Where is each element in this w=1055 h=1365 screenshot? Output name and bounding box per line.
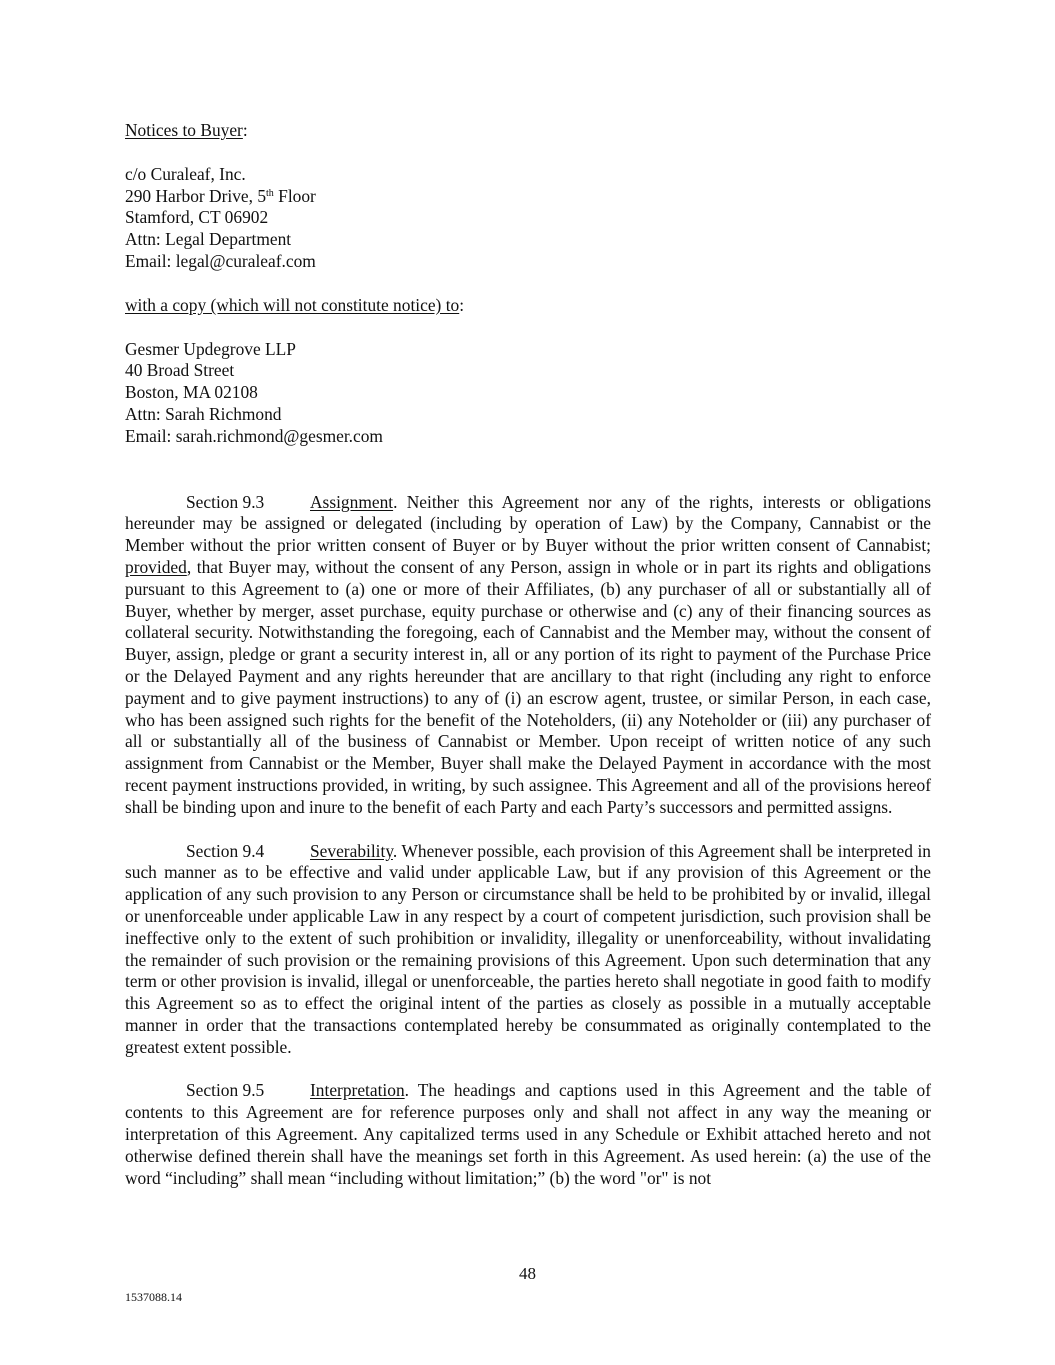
copy-address-line-2: Boston, MA 02108 (125, 382, 258, 403)
buyer-notice-block (125, 120, 931, 273)
copy-notice-heading-line (125, 295, 931, 317)
copy-notice-heading: with a copy (which will not constitute notice) to (125, 294, 460, 315)
buyer-notice-heading: Notices to Buyer (125, 120, 243, 140)
copy-notice-block (125, 295, 931, 448)
page-number: 48 (519, 1264, 536, 1283)
copy-attn-line: Attn: Sarah Richmond (125, 403, 282, 424)
buyer-address-street: 290 Harbor Drive, 5 (125, 185, 267, 206)
section-title: Severability (310, 840, 393, 861)
heading-colon: : (242, 120, 248, 140)
section-number: Section 9.5 (186, 1080, 265, 1101)
buyer-attn-line: Attn: Legal Department (125, 229, 292, 250)
document-page (125, 120, 931, 1189)
section-9-4-paragraph (125, 841, 931, 1059)
section-body-continued: , that Buyer may, without the consent of any Person, assign in whole or in part its rights and obligations pursuant to this Agreement to (a) one or more of their Affiliates, (b) any purchaser of all or substantially all of Buyer, whether by merger, asset purchase, equity purchase or otherwise and (c) any of their financing sources as collateral security. Notwithstanding the foregoing, each of Cannabist and the Member may, without the consent of Buyer, assign, pledge or grant a security interest in, all or any portion of its right to payment of the Purchase Price or the Delayed Payment and any rights hereunder that are ancillary to that right (including any right to enforce payment and to give payment instructions) to any of (i) an escrow agent, trustee, or similar Person, in each case, who has been assigned such rights for the benefit of the Noteholders, (ii) any Noteholder or (iii) any purchaser of all or substantially all of the business of Cannabist or Member. Upon receipt of written notice of any such assignment from Cannabist or the Member, Buyer shall make the Delayed Payment in accordance with the most recent payment instructions provided, in writing, by such assignee. This Agreement and all of the provisions hereof shall be binding upon and inure to the benefit of each Party and each Party’s successors and permitted assigns. (125, 556, 931, 817)
buyer-address-line-1: c/o Curaleaf, Inc. (125, 163, 246, 184)
buyer-email-line: Email: legal@curaleaf.com (125, 250, 316, 271)
section-body: . Neither this Agreement nor any of the rights, interests or obligations hereunder may be assigned or delegated (including by operation of Law) by the Company, Cannabist or the Member without the prior written consent of Buyer or by Buyer without the prior written consent of Cannabist; (125, 491, 931, 556)
copy-email-line: Email: sarah.richmond@gesmer.com (125, 425, 383, 446)
buyer-address-line-2 (125, 186, 931, 208)
heading-colon: : (459, 294, 465, 315)
section-body: . The headings and captions used in this Agreement and the table of contents to this Agreement are for reference purposes only and shall not affect in any way the meaning or interpretation of this Agreement. Any capitalized terms used in any Schedule or Exhibit attached hereto and not otherwise defined therein shall have the meanings set forth in this Agreement. As used herein: (a) the use of the word “including” shall mean “including without limitation;” (b) the word "or" is not (125, 1080, 931, 1188)
section-body: . Whenever possible, each provision of this Agreement shall be interpreted in such manner as to be effective and valid under applicable Law, but if any provision of this Agreement or the application of any such provision to any Person or circumstance shall be held to be prohibited by or invalid, illegal or unenforceable under applicable Law in any respect by a court of competent jurisdiction, such provision shall be ineffective only to the extent of such prohibition or invalidity, illegality or unenforceability, without invalidating the remainder of such provision or the remaining provisions of this Agreement. Upon such determination that any term or other provision is invalid, illegal or unenforceable, the parties hereto shall negotiate in good faith to modify this Agreement so as to effect the original intent of the parties as closely as possible in a mutually acceptable manner in order that the transactions contemplated hereby be consummated as originally contemplated to the greatest extent possible. (125, 840, 931, 1057)
ordinal-superscript: th (266, 187, 274, 199)
section-9-5-paragraph (125, 1080, 931, 1189)
section-9-3-paragraph (125, 492, 931, 819)
buyer-address-floor: Floor (273, 185, 316, 206)
copy-firm-line: Gesmer Updegrove LLP (125, 338, 296, 359)
section-title: Assignment (310, 491, 394, 512)
document-id: 1537088.14 (125, 1290, 182, 1304)
buyer-notice-heading-line (125, 120, 931, 142)
section-number: Section 9.3 (186, 491, 265, 512)
buyer-address-line-3: Stamford, CT 06902 (125, 207, 269, 228)
section-number: Section 9.4 (186, 840, 265, 861)
section-title: Interpretation (310, 1080, 405, 1101)
copy-address-line-1: 40 Broad Street (125, 360, 235, 381)
provided-term: provided (125, 556, 187, 577)
